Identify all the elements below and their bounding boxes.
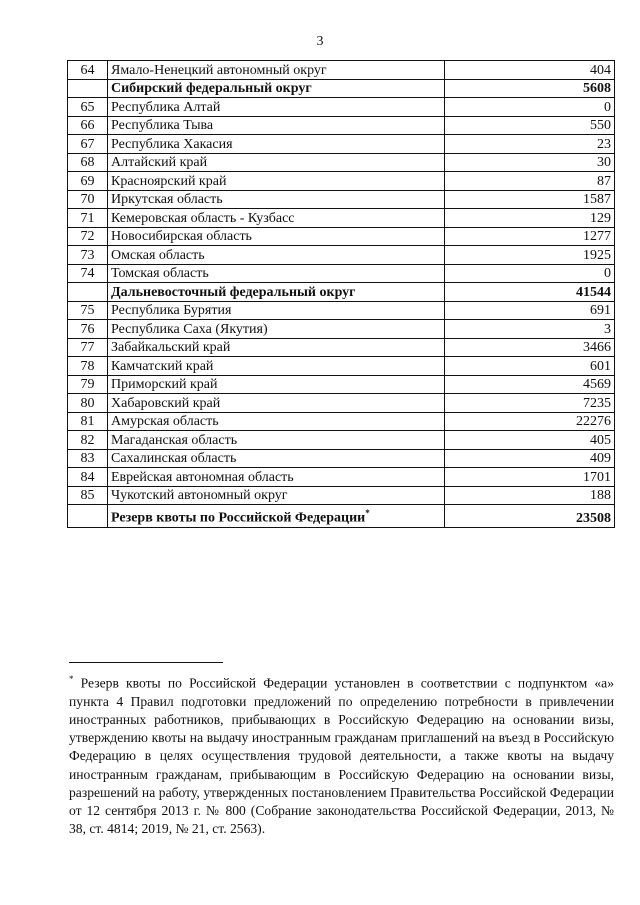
region-name: Приморский край: [111, 377, 218, 392]
table-row: [68, 116, 615, 135]
quota-value: 405: [445, 431, 615, 450]
row-number: 67: [68, 135, 108, 154]
footnote-ref-marker: *: [365, 508, 370, 518]
row-number: 75: [68, 301, 108, 320]
row-number: [68, 283, 108, 302]
region-name-cell: [108, 61, 445, 80]
row-number: 76: [68, 320, 108, 339]
quota-value: 601: [445, 357, 615, 376]
region-name-cell: [108, 320, 445, 339]
table-row-total: [68, 79, 615, 98]
page-number: 3: [316, 34, 324, 49]
quota-value: 41544: [445, 283, 615, 302]
region-name: Республика Бурятия: [111, 303, 232, 318]
table-row: [68, 61, 615, 80]
row-number: 73: [68, 246, 108, 265]
row-number: 69: [68, 172, 108, 191]
table-row: [68, 264, 615, 283]
quota-value: 404: [445, 61, 615, 80]
region-name: Красноярский край: [111, 173, 227, 189]
quota-value: 23508: [445, 505, 615, 528]
table-row: [68, 320, 615, 339]
table-row: [68, 412, 615, 431]
region-name-cell: [108, 153, 445, 172]
row-number: 84: [68, 468, 108, 487]
region-name: Иркутская область: [111, 192, 223, 207]
table-row: [68, 227, 615, 246]
region-name: Амурская область: [111, 414, 219, 429]
region-name-cell: [108, 283, 445, 302]
region-name-cell: [108, 190, 445, 209]
table-row: [68, 190, 615, 209]
table-row-total: [68, 283, 615, 302]
table-row: [68, 468, 615, 487]
region-name: Чукотский автономный округ: [111, 488, 288, 503]
table-row-total: [68, 505, 615, 528]
footnote-marker: *: [69, 674, 74, 684]
region-name: Омская область: [111, 247, 205, 263]
row-number: 65: [68, 98, 108, 117]
region-name: Кемеровская область - Кузбасс: [111, 210, 295, 226]
region-name: Резерв квоты по Российской Федерации: [111, 510, 366, 526]
row-number: 70: [68, 190, 108, 209]
row-number: 64: [68, 61, 108, 80]
table-row: [68, 246, 615, 265]
quota-value: 188: [445, 486, 615, 505]
quota-value: 22276: [445, 412, 615, 431]
region-name-cell: [108, 246, 445, 265]
region-name: Томская область: [111, 266, 209, 281]
row-number: 80: [68, 394, 108, 413]
quota-value: 129: [445, 209, 615, 228]
region-name: Магаданская область: [111, 432, 238, 448]
row-number: 85: [68, 486, 108, 505]
region-name-cell: [108, 135, 445, 154]
table-row: [68, 135, 615, 154]
region-name: Сахалинская область: [111, 451, 237, 466]
quota-value: 0: [445, 264, 615, 283]
footnote: [69, 670, 614, 838]
region-name-cell: [108, 79, 445, 98]
footnote-divider: [69, 662, 223, 663]
row-number: 74: [68, 264, 108, 283]
region-name-cell: [108, 431, 445, 450]
quota-value: 3466: [445, 338, 615, 357]
table-row: [68, 301, 615, 320]
quota-value: 5608: [445, 79, 615, 98]
region-name-cell: [108, 338, 445, 357]
region-name: Алтайский край: [111, 155, 208, 170]
region-name: Дальневосточный федеральный округ: [111, 284, 356, 300]
quota-value: 23: [445, 135, 615, 154]
region-name-cell: [108, 172, 445, 191]
row-number: 71: [68, 209, 108, 228]
row-number: 68: [68, 153, 108, 172]
region-name-cell: [108, 98, 445, 117]
row-number: 79: [68, 375, 108, 394]
row-number: 78: [68, 357, 108, 376]
quota-value: 1925: [445, 246, 615, 265]
table-row: [68, 172, 615, 191]
region-name-cell: [108, 468, 445, 487]
region-name-cell: [108, 449, 445, 468]
region-name: Республика Саха (Якутия): [111, 321, 268, 337]
region-name-cell: [108, 209, 445, 228]
table-row: [68, 357, 615, 376]
row-number: 72: [68, 227, 108, 246]
row-number: [68, 79, 108, 98]
footnote-text: Резерв квоты по Российской Федерации установлен в соответствии с подпунктом «а» пункта 4 Правил подготовки предложений по определению потребности в привлечении иностранных работников, прибывающих в Российскую Федерацию на основании визы, утверждению квоты на выдачу иностранным гражданам приглашений на въезд в Российскую Федерацию в целях осуществления трудовой деятельности, а также квоты на выдачу иностранным гражданам, прибывающим в Российскую Федерацию на основании визы, разрешений на работу, утвержденных постановлением Правительства Российской Федерации от 12 сентября 2013 г. № 800 (Собрание законодательства Российской Федерации, 2013, № 38, ст. 4814; 2019, № 21, ст. 2563).: [69, 675, 614, 837]
quota-value: 87: [445, 172, 615, 191]
quota-value: 1277: [445, 227, 615, 246]
quota-value: 550: [445, 116, 615, 135]
region-name-cell: [108, 116, 445, 135]
region-name-cell: [108, 486, 445, 505]
row-number: 81: [68, 412, 108, 431]
region-name-cell: [108, 412, 445, 431]
table-row: [68, 449, 615, 468]
quota-value: 1701: [445, 468, 615, 487]
region-name-cell: [108, 375, 445, 394]
region-name: Сибирский федеральный округ: [111, 81, 312, 96]
region-name: Республика Тыва: [111, 118, 214, 133]
quota-value: 1587: [445, 190, 615, 209]
table-row: [68, 375, 615, 394]
table-row: [68, 209, 615, 228]
quota-value: 7235: [445, 394, 615, 413]
table-row: [68, 486, 615, 505]
quota-value: 4569: [445, 375, 615, 394]
table-row: [68, 98, 615, 117]
region-name: Республика Хакасия: [111, 136, 233, 152]
region-name: Камчатский край: [111, 358, 214, 374]
region-name: Еврейская автономная область: [111, 469, 294, 485]
region-name: Ямало-Ненецкий автономный округ: [111, 62, 327, 78]
table-row: [68, 153, 615, 172]
quota-table: [67, 60, 615, 528]
quota-value: 0: [445, 98, 615, 117]
table-row: [68, 431, 615, 450]
quota-value: 30: [445, 153, 615, 172]
region-name-cell: [108, 394, 445, 413]
region-name-cell: [108, 264, 445, 283]
region-name: Новосибирская область: [111, 229, 252, 244]
region-name-cell: [108, 505, 445, 528]
table-row: [68, 338, 615, 357]
quota-value: 409: [445, 449, 615, 468]
region-name-cell: [108, 357, 445, 376]
region-name: Забайкальский край: [111, 340, 231, 355]
region-name: Республика Алтай: [111, 99, 221, 115]
quota-value: 3: [445, 320, 615, 339]
region-name-cell: [108, 301, 445, 320]
region-name-cell: [108, 227, 445, 246]
quota-value: 691: [445, 301, 615, 320]
row-number: 82: [68, 431, 108, 450]
region-name: Хабаровский край: [111, 395, 221, 411]
row-number: 77: [68, 338, 108, 357]
row-number: 66: [68, 116, 108, 135]
table-row: [68, 394, 615, 413]
row-number: 83: [68, 449, 108, 468]
row-number: [68, 505, 108, 528]
